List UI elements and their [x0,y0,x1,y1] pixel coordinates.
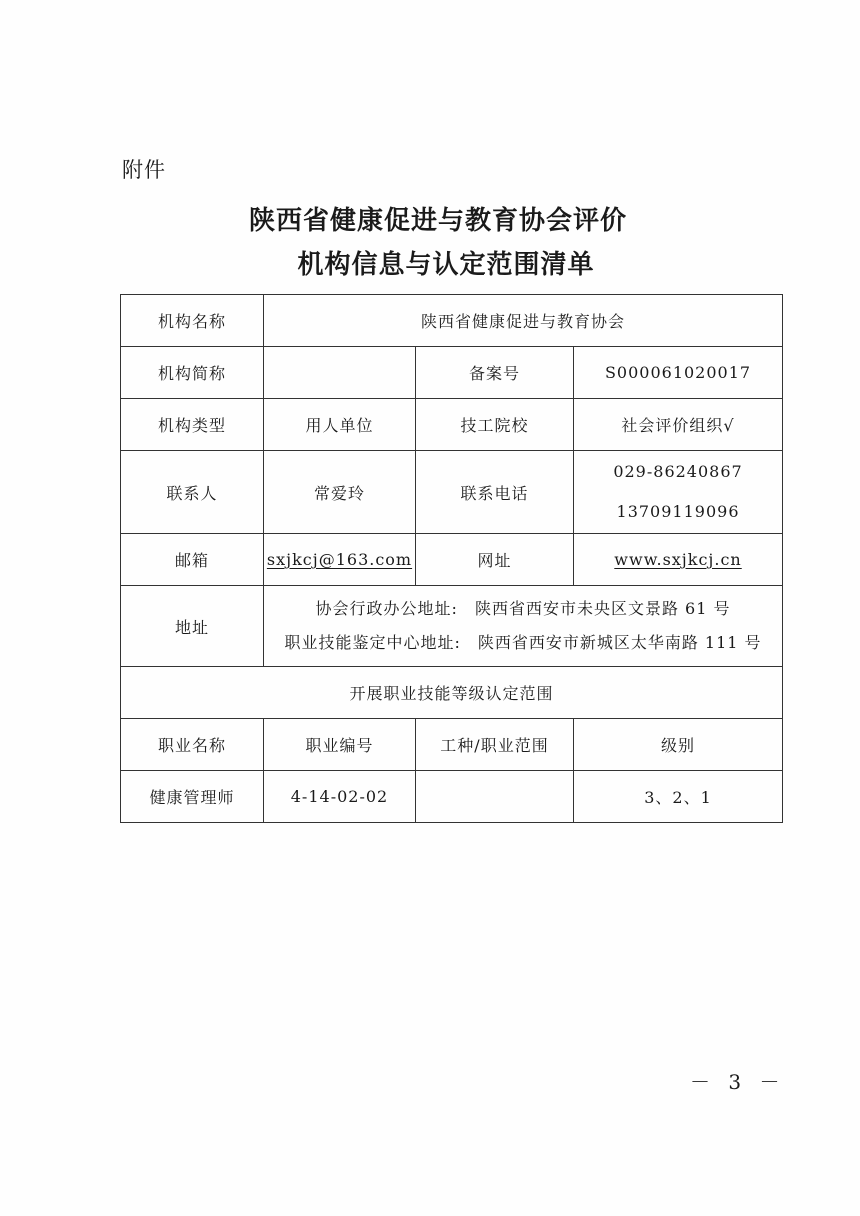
table-row [121,295,783,347]
org-name-label: 机构名称 [121,295,264,347]
org-type-option-social-evaluation: 社会评价组织√ [574,399,783,451]
phone-cell [574,451,783,534]
record-no-value: S000061020017 [574,347,783,399]
table-row [121,771,783,823]
table-row [121,586,783,667]
org-short-label: 机构简称 [121,347,264,399]
record-no-label: 备案号 [416,347,574,399]
org-type-option-employer: 用人单位 [264,399,416,451]
page-number: － 3 － [690,1070,786,1094]
table-row [121,347,783,399]
org-type-label: 机构类型 [121,399,264,451]
scope-header: 开展职业技能等级认定范围 [121,667,783,719]
contact-value: 常爱玲 [264,451,416,534]
org-name-value: 陕西省健康促进与教育协会 [264,295,783,347]
email-cell [264,534,416,586]
occupation-code-cell: 4-14-02-02 [264,771,416,823]
website-label: 网址 [416,534,574,586]
website-link[interactable]: www.sxjkcj.cn [614,550,742,569]
document-title-line-2: 机构信息与认定范围清单 [297,250,595,280]
address-label: 地址 [121,586,264,667]
table-row [121,534,783,586]
phone-label: 联系电话 [416,451,574,534]
email-label: 邮箱 [121,534,264,586]
address-cell [264,586,783,667]
address-line-appraisal-center: 职业技能鉴定中心地址: 陕西省西安市新城区太华南路 111 号 [284,633,762,652]
column-header-occupation-code: 职业编号 [264,719,416,771]
column-header-level: 级别 [574,719,783,771]
table-row [121,451,783,534]
website-cell [574,534,783,586]
org-short-value [264,347,416,399]
column-header-work-type: 工种/职业范围 [416,719,574,771]
level-cell: 3、2、1 [574,771,783,823]
work-type-cell [416,771,574,823]
table-row [121,399,783,451]
table-header-row [121,719,783,771]
phone-value-1: 029-86240867 [613,462,743,481]
column-header-occupation-name: 职业名称 [121,719,264,771]
contact-label: 联系人 [121,451,264,534]
attachment-label: 附件 [122,158,166,182]
phone-value-2: 13709119096 [616,502,740,521]
table-row [121,667,783,719]
email-link[interactable]: sxjkcj@163.com [266,550,413,569]
document-title-line-1: 陕西省健康促进与教育协会评价 [248,206,627,236]
institution-info-table [120,294,783,823]
address-line-office: 协会行政办公地址: 陕西省西安市未央区文景路 61 号 [315,599,731,618]
occupation-name-cell: 健康管理师 [121,771,264,823]
org-type-option-technical-school: 技工院校 [416,399,574,451]
